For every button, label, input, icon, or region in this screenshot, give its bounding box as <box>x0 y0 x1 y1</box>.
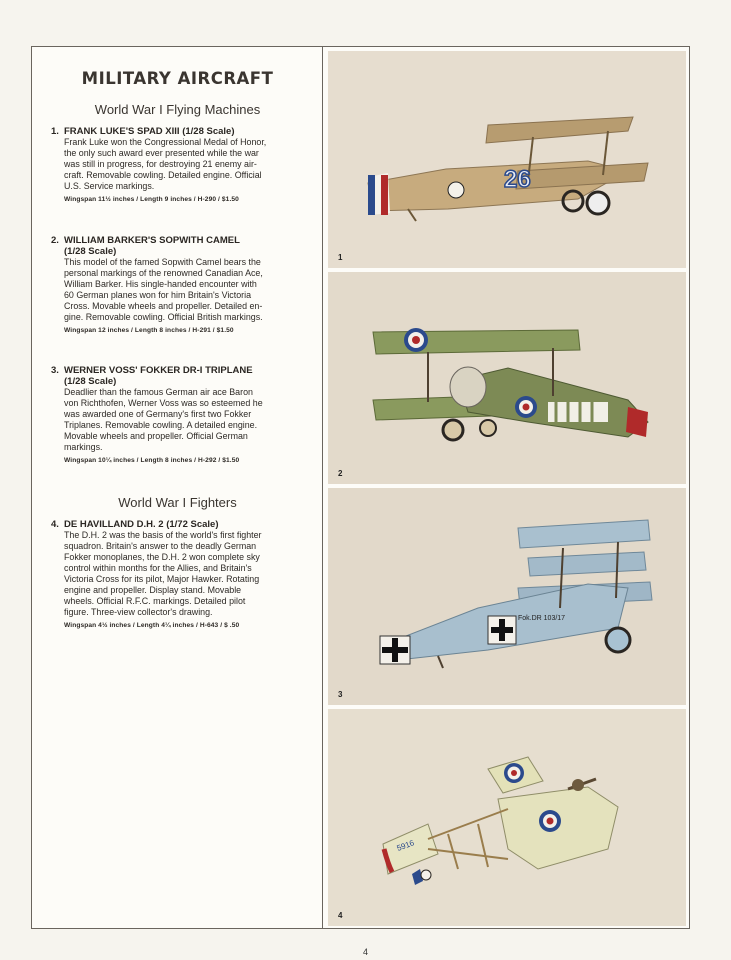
text-column <box>32 47 323 928</box>
desc-line: squadron. Britain's answer to the deadly German <box>64 541 257 551</box>
photo-caption: 3 <box>338 690 343 699</box>
desc-line: U.S. Service markings. <box>64 181 155 191</box>
desc-line: This model of the famed Sopwith Camel bears the <box>64 257 261 267</box>
dh2-model-image <box>328 709 686 926</box>
item-heading-line: DE HAVILLAND D.H. 2 (1/72 Scale) <box>64 519 219 530</box>
desc-line: craft. Removable cowling. Detailed engine. Official <box>64 170 262 180</box>
desc-line: markings. <box>64 442 103 452</box>
desc-line: gine. Removable cowling. Official British markings. <box>64 312 263 322</box>
item-heading <box>64 519 306 530</box>
section-title-flying-machines: World War I Flying Machines <box>94 102 261 117</box>
item-heading <box>64 235 306 257</box>
photo-caption: 2 <box>338 469 343 478</box>
product-item-camel <box>51 235 306 334</box>
item-heading <box>64 126 306 137</box>
product-item-triplane <box>51 365 306 464</box>
item-specs: Wingspan 12 inches / Length 8 inches / H-291 / $1.50 <box>64 327 234 334</box>
product-item-spad <box>51 126 306 203</box>
item-description <box>64 387 306 453</box>
desc-line: Deadlier than the famous German air ace Baron <box>64 387 253 397</box>
desc-line: wheels. Official R.F.C. markings. Detailed pilot <box>64 596 246 606</box>
desc-line: Fokker monoplanes, the D.H. 2 won complete sky <box>64 552 260 562</box>
catalog-frame <box>31 46 690 929</box>
desc-line: Victoria Cross for its pilot, Major Hawker. Rotating <box>64 574 260 584</box>
desc-line: was still in progress, for destroying 21 enemy air- <box>64 159 257 169</box>
item-specs: Wingspan 10¼ inches / Length 8 inches / H-292 / $1.50 <box>64 457 240 464</box>
item-heading-line: FRANK LUKE'S SPAD XIII (1/28 Scale) <box>64 126 235 137</box>
desc-line: personal markings of the renowned Canadian Ace, <box>64 268 263 278</box>
desc-line: figure. Three-view collector's drawing. <box>64 607 213 617</box>
desc-line: Frank Luke won the Congressional Medal of Honor, <box>64 137 267 147</box>
item-heading-line: (1/28 Scale) <box>64 246 117 257</box>
photo-camel <box>328 272 686 484</box>
item-number: 3. <box>51 365 59 376</box>
triplane-serial-marking: Fok.DR 103/17 <box>518 615 566 622</box>
desc-line: Triplanes. Removable cowling. A detailed engine. <box>64 420 258 430</box>
item-description <box>64 530 306 618</box>
desc-line: Movable wheels and propeller. Official German <box>64 431 248 441</box>
photo-triplane <box>328 488 686 705</box>
triplane-model-image <box>328 488 686 705</box>
photo-spad <box>328 51 686 268</box>
item-specs: Wingspan 4½ inches / Length 4¼ inches / H-643 / $ .50 <box>64 622 240 629</box>
page-number: 4 <box>362 947 368 957</box>
desc-line: William Barker. His single-handed encounter with <box>64 279 257 289</box>
desc-line: von Richthofen, Werner Voss was so esteemed he <box>64 398 263 408</box>
desc-line: The D.H. 2 was the basis of the world's first fighter <box>64 530 262 540</box>
photo-caption: 1 <box>338 253 343 262</box>
desc-line: Cross. Movable wheels and propeller. Detailed en- <box>64 301 263 311</box>
dh2-serial-marking: 5916 <box>395 838 416 853</box>
product-item-dh2 <box>51 519 306 629</box>
photo-dh2 <box>328 709 686 926</box>
desc-line: 60 German planes won for him Britain's Victoria <box>64 290 252 300</box>
spad-model-image <box>328 51 686 268</box>
item-number: 4. <box>51 519 59 530</box>
desc-line: the only such award ever presented while the war <box>64 148 259 158</box>
desc-line: was awarded one of Germany's first two Fokker <box>64 409 252 419</box>
item-heading <box>64 365 306 387</box>
item-number: 2. <box>51 235 59 246</box>
item-heading-line: WERNER VOSS' FOKKER DR-I TRIPLANE <box>64 365 253 376</box>
spad-number-marking: 26 <box>504 166 531 193</box>
item-heading-line: WILLIAM BARKER'S SOPWITH CAMEL <box>64 235 240 246</box>
item-heading-line: (1/28 Scale) <box>64 376 117 387</box>
desc-line: control within months for the Allies, and Britain's <box>64 563 252 573</box>
item-description <box>64 137 306 192</box>
photo-caption: 4 <box>338 911 343 920</box>
section-title-fighters: World War I Fighters <box>118 495 237 510</box>
desc-line: engine and propeller. Display stand. Movable <box>64 585 242 595</box>
item-specs: Wingspan 11½ inches / Length 9 inches / H-290 / $1.50 <box>64 196 239 203</box>
camel-model-image <box>328 272 686 484</box>
page-title: MILITARY AIRCRAFT <box>81 69 274 88</box>
item-number: 1. <box>51 126 59 137</box>
item-description <box>64 257 306 323</box>
